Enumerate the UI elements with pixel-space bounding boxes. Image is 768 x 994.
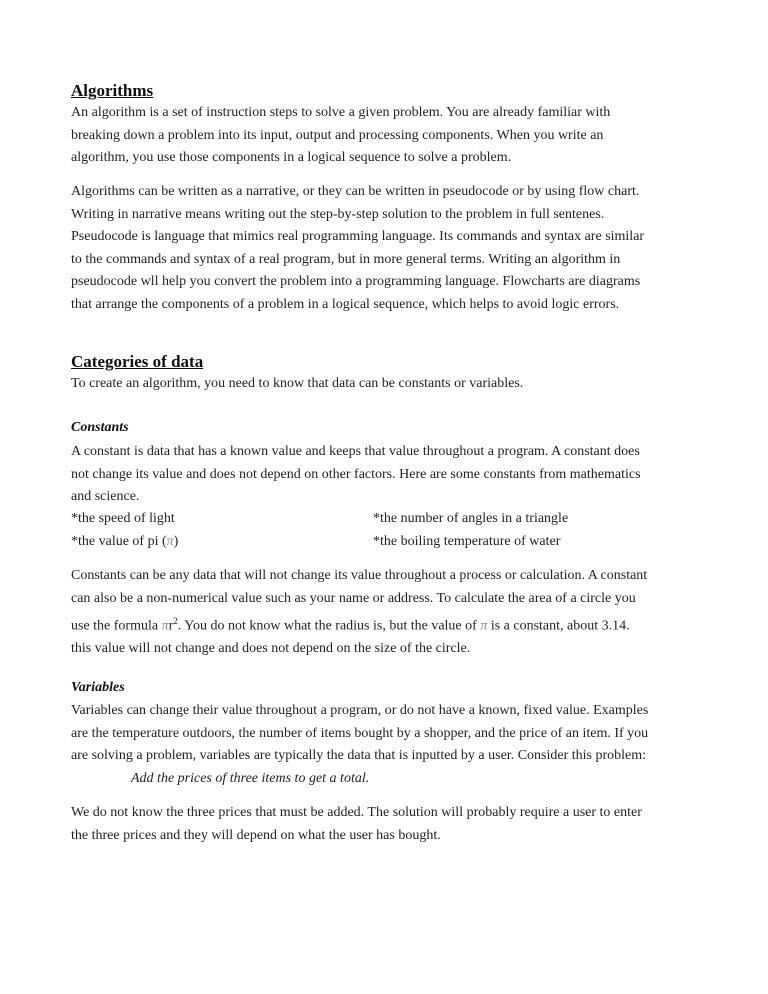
text-fragment: ) bbox=[173, 534, 179, 549]
text-line: breaking down a problem into its input, output and processing components. When you write an bbox=[71, 127, 604, 143]
constants-paragraph-2 bbox=[71, 565, 647, 661]
pi-symbol: π bbox=[480, 618, 488, 634]
pi-symbol: π bbox=[166, 534, 174, 549]
text-line: this value will not change and does not depend on the size of the circle. bbox=[71, 641, 471, 657]
text-line: that arrange the components of a problem in a logical sequence, which helps to avoid logic errors. bbox=[71, 296, 620, 312]
constant-example-boiling-temperature: *the boiling temperature of water bbox=[373, 534, 561, 549]
text-line: to the commands and syntax of a real program, but in more general terms. Writing an algorithm in bbox=[71, 251, 621, 267]
heading-algorithms: Algorithms bbox=[71, 81, 154, 100]
text-fragment: r bbox=[168, 618, 174, 634]
algorithms-paragraph-1 bbox=[71, 102, 610, 170]
text-line: are solving a problem, variables are typically the data that is inputted by a user. Consider this problem: bbox=[71, 748, 647, 763]
text-line: are the temperature outdoors, the number of items bought by a shopper, and the price of an item. If you bbox=[71, 725, 649, 741]
text-line: We do not know the three prices that must be added. The solution will probably require a user to enter bbox=[71, 805, 642, 820]
text-fragment: *the value of pi ( bbox=[71, 534, 167, 549]
subheading-variables: Variables bbox=[71, 680, 125, 695]
text-line bbox=[71, 610, 647, 638]
constant-example-value-of-pi bbox=[71, 531, 178, 554]
text-line: the three prices and they will depend on what the user has bought. bbox=[71, 827, 441, 843]
heading-categories-of-data: Categories of data bbox=[71, 352, 204, 371]
variables-paragraph-1 bbox=[71, 700, 648, 768]
text-line: Constants can be any data that will not change its value throughout a process or calculation. A constant bbox=[71, 568, 648, 583]
text-line: not change its value and does not depend on other factors. Here are some constants from mathematics bbox=[71, 466, 641, 482]
constants-paragraph-1 bbox=[71, 441, 641, 509]
text-line: pseudocode wll help you convert the problem into a programming language. Flowcharts are diagrams bbox=[71, 274, 641, 289]
text-line: algorithm, you use those components in a logical sequence to solve a problem. bbox=[71, 150, 512, 165]
text-line: An algorithm is a set of instruction steps to solve a given problem. You are already familiar with bbox=[71, 105, 611, 120]
superscript-2: 2 bbox=[173, 616, 178, 626]
pi-symbol: π bbox=[161, 618, 169, 634]
variables-paragraph-2 bbox=[71, 802, 642, 847]
text-line: Algorithms can be written as a narrative, or they can be written in pseudocode or by using flow chart. bbox=[71, 184, 640, 199]
text-line: Variables can change their value throughout a program, or do not have a known, fixed value. Examples bbox=[71, 703, 649, 718]
constant-example-speed-of-light: *the speed of light bbox=[71, 511, 175, 526]
text-fragment: . You do not know what the radius is, but the value of bbox=[177, 618, 481, 634]
text-fragment: is a constant, about 3.14. bbox=[487, 618, 630, 634]
text-line: Writing in narrative means writing out the step-by-step solution to the problem in full sentenes. bbox=[71, 206, 605, 222]
text-line: and science. bbox=[71, 489, 140, 504]
variables-example-problem: Add the prices of three items to get a total. bbox=[131, 771, 370, 786]
algorithms-paragraph-2 bbox=[71, 181, 644, 316]
text-line: can also be a non-numerical value such as your name or address. To calculate the area of a circle you bbox=[71, 590, 636, 606]
text-fragment: use the formula bbox=[71, 618, 162, 634]
constant-example-angles-in-triangle: *the number of angles in a triangle bbox=[373, 511, 569, 526]
categories-intro: To create an algorithm, you need to know that data can be constants or variables. bbox=[71, 376, 524, 391]
subheading-constants: Constants bbox=[71, 420, 129, 435]
text-line: A constant is data that has a known value and keeps that value throughout a program. A constant does bbox=[71, 444, 640, 459]
text-line: Pseudocode is language that mimics real programming language. Its commands and syntax are similar bbox=[71, 229, 645, 244]
